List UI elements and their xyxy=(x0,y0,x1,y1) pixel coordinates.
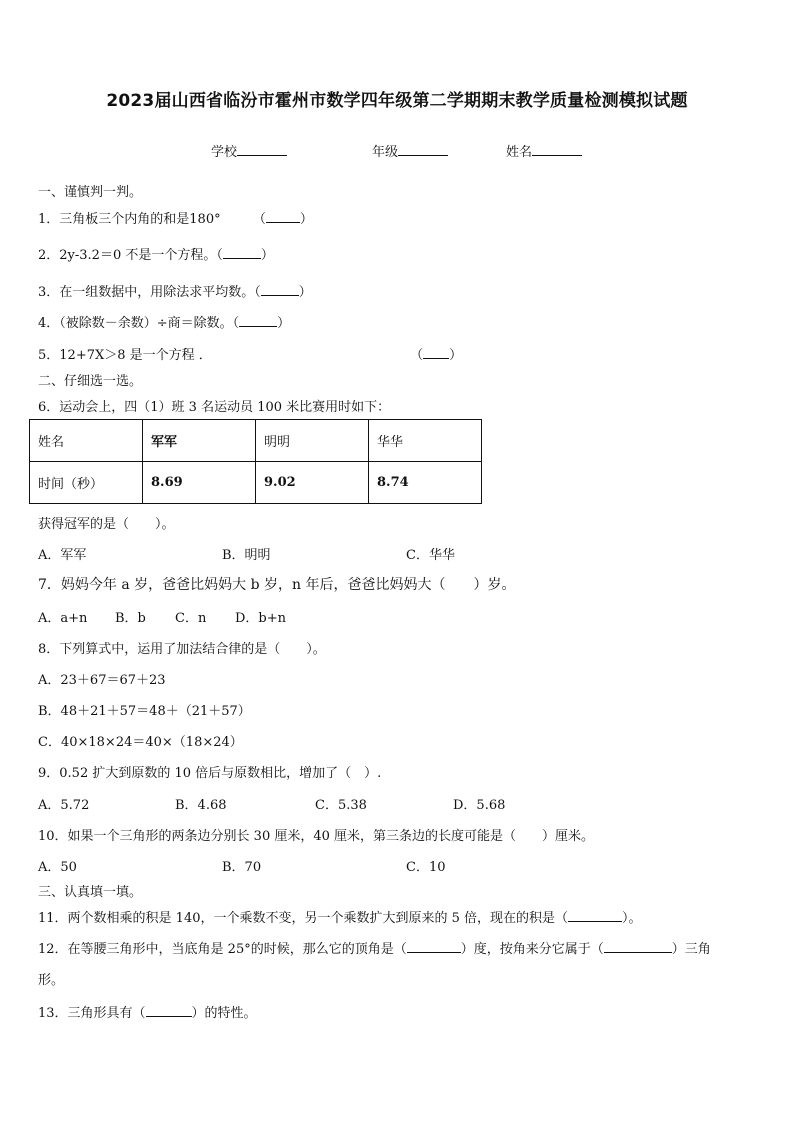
answer-blank xyxy=(568,910,622,922)
page-title: 2023届山西省临汾市霍州市数学四年级第二学期期末教学质量检测模拟试题 xyxy=(106,91,688,111)
answer-blank xyxy=(261,284,299,296)
table-row xyxy=(30,462,482,504)
question-13-stem: 13．三角形具有（ xyxy=(38,1006,146,1021)
question-1-stem: 1．三角板三个内角的和是180° xyxy=(38,212,221,227)
question-10: 10．如果一个三角形的两条边分别长 30 厘米，40 厘米，第三条边的长度可能是（ ）厘米。 xyxy=(38,829,595,844)
option-a: A．军军 xyxy=(38,548,87,563)
school-field xyxy=(211,141,287,160)
answer-blank xyxy=(223,247,261,259)
question-2-paren-close: ） xyxy=(260,248,274,263)
option-c: C．10 xyxy=(406,860,446,875)
question-4-paren-close: ） xyxy=(277,316,291,331)
section-heading-1: 一、谨慎判一判。 xyxy=(38,185,143,200)
option-c: C．40×18×24＝40×（18×24） xyxy=(38,735,243,750)
option-c: C．n xyxy=(175,611,207,626)
answer-blank xyxy=(407,941,461,953)
question-1 xyxy=(38,208,313,227)
question-12-end: ）三角 xyxy=(671,942,711,957)
question-12-mid: ）度，按角来分它属于（ xyxy=(460,942,604,957)
question-2 xyxy=(38,244,274,263)
question-11 xyxy=(38,907,642,926)
table-cell: 军军 xyxy=(143,420,256,462)
question-5-paren-close: ） xyxy=(449,348,463,363)
question-12-stem: 12．在等腰三角形中，当底角是 25°的时候，那么它的顶角是（ xyxy=(38,942,407,957)
question-11-stem: 11．两个数相乘的积是 140，一个乘数不变，另一个乘数扩大到原来的 5 倍，现在的积是（ xyxy=(38,911,569,926)
question-1-paren-close: ） xyxy=(299,212,313,227)
name-field xyxy=(506,141,582,160)
question-12 xyxy=(38,938,711,957)
question-11-paren-close: ）。 xyxy=(622,911,642,926)
table-cell: 9.02 xyxy=(256,462,369,504)
answer-blank xyxy=(423,347,449,359)
section-heading-2: 二、仔细选一选。 xyxy=(38,374,143,389)
question-6: 6．运动会上，四（1）班 3 名运动员 100 米比赛用时如下： xyxy=(38,400,391,415)
option-b: B．48＋21＋57＝48＋（21＋57） xyxy=(38,704,251,719)
grade-blank xyxy=(398,143,448,156)
grade-field xyxy=(372,141,448,160)
table-cell: 8.69 xyxy=(143,462,256,504)
table-cell: 姓名 xyxy=(30,420,143,462)
option-a: A．a+n xyxy=(38,611,88,626)
option-c: C．华华 xyxy=(406,548,455,563)
question-3-stem: 3．在一组数据中，用除法求平均数。（ xyxy=(38,285,261,300)
answer-blank xyxy=(266,211,300,223)
name-blank xyxy=(532,143,582,156)
school-blank xyxy=(237,143,287,156)
question-8: 8．下列算式中，运用了加法结合律的是（ ）。 xyxy=(38,642,326,657)
option-b: B．4.68 xyxy=(175,798,227,813)
question-3 xyxy=(38,281,312,300)
option-b: B．b xyxy=(115,611,146,626)
option-b: B．70 xyxy=(222,860,262,875)
question-7: 7．妈妈今年 a 岁，爸爸比妈妈大 b 岁，n 年后，爸爸比妈妈大（ ）岁。 xyxy=(38,577,516,593)
table-cell: 8.74 xyxy=(369,462,482,504)
question-9: 9．0.52 扩大到原数的 10 倍后与原数相比，增加了（ ）. xyxy=(38,766,382,781)
option-a: A．50 xyxy=(38,860,77,875)
option-d: D．5.68 xyxy=(453,798,506,813)
question-5-stem: 5．12+7X＞8 是一个方程 ． xyxy=(38,348,212,363)
question-5-paren-open: （ xyxy=(410,348,424,363)
question-3-paren-close: ） xyxy=(298,285,312,300)
question-13 xyxy=(38,1002,257,1021)
grade-label: 年级 xyxy=(372,145,399,160)
question-1-paren-open: （ xyxy=(252,212,266,227)
question-4-stem: 4．（被除数－余数）÷商＝除数。（ xyxy=(38,316,240,331)
table-cell: 时间（秒） xyxy=(30,462,143,504)
answer-blank xyxy=(604,941,672,953)
question-12-line2: 形。 xyxy=(38,973,65,988)
question-4 xyxy=(38,312,290,331)
option-a: A．23＋67＝67＋23 xyxy=(38,673,166,688)
race-time-table xyxy=(29,419,482,504)
question-6-prompt: 获得冠军的是（ ）。 xyxy=(38,517,175,532)
option-c: C．5.38 xyxy=(315,798,367,813)
option-a: A．5.72 xyxy=(38,798,90,813)
school-label: 学校 xyxy=(211,145,238,160)
answer-blank xyxy=(146,1005,192,1017)
question-13-paren-close: ）的特性。 xyxy=(191,1006,257,1021)
answer-blank xyxy=(239,315,277,327)
option-b: B．明明 xyxy=(222,548,271,563)
table-cell: 华华 xyxy=(369,420,482,462)
table-cell: 明明 xyxy=(256,420,369,462)
question-2-stem: 2．2y-3.2＝0 不是一个方程。（ xyxy=(38,248,223,263)
name-label: 姓名 xyxy=(506,145,533,160)
question-5 xyxy=(38,344,462,363)
section-heading-3: 三、认真填一填。 xyxy=(38,885,143,900)
option-d: D．b+n xyxy=(235,611,287,626)
table-row xyxy=(30,420,482,462)
